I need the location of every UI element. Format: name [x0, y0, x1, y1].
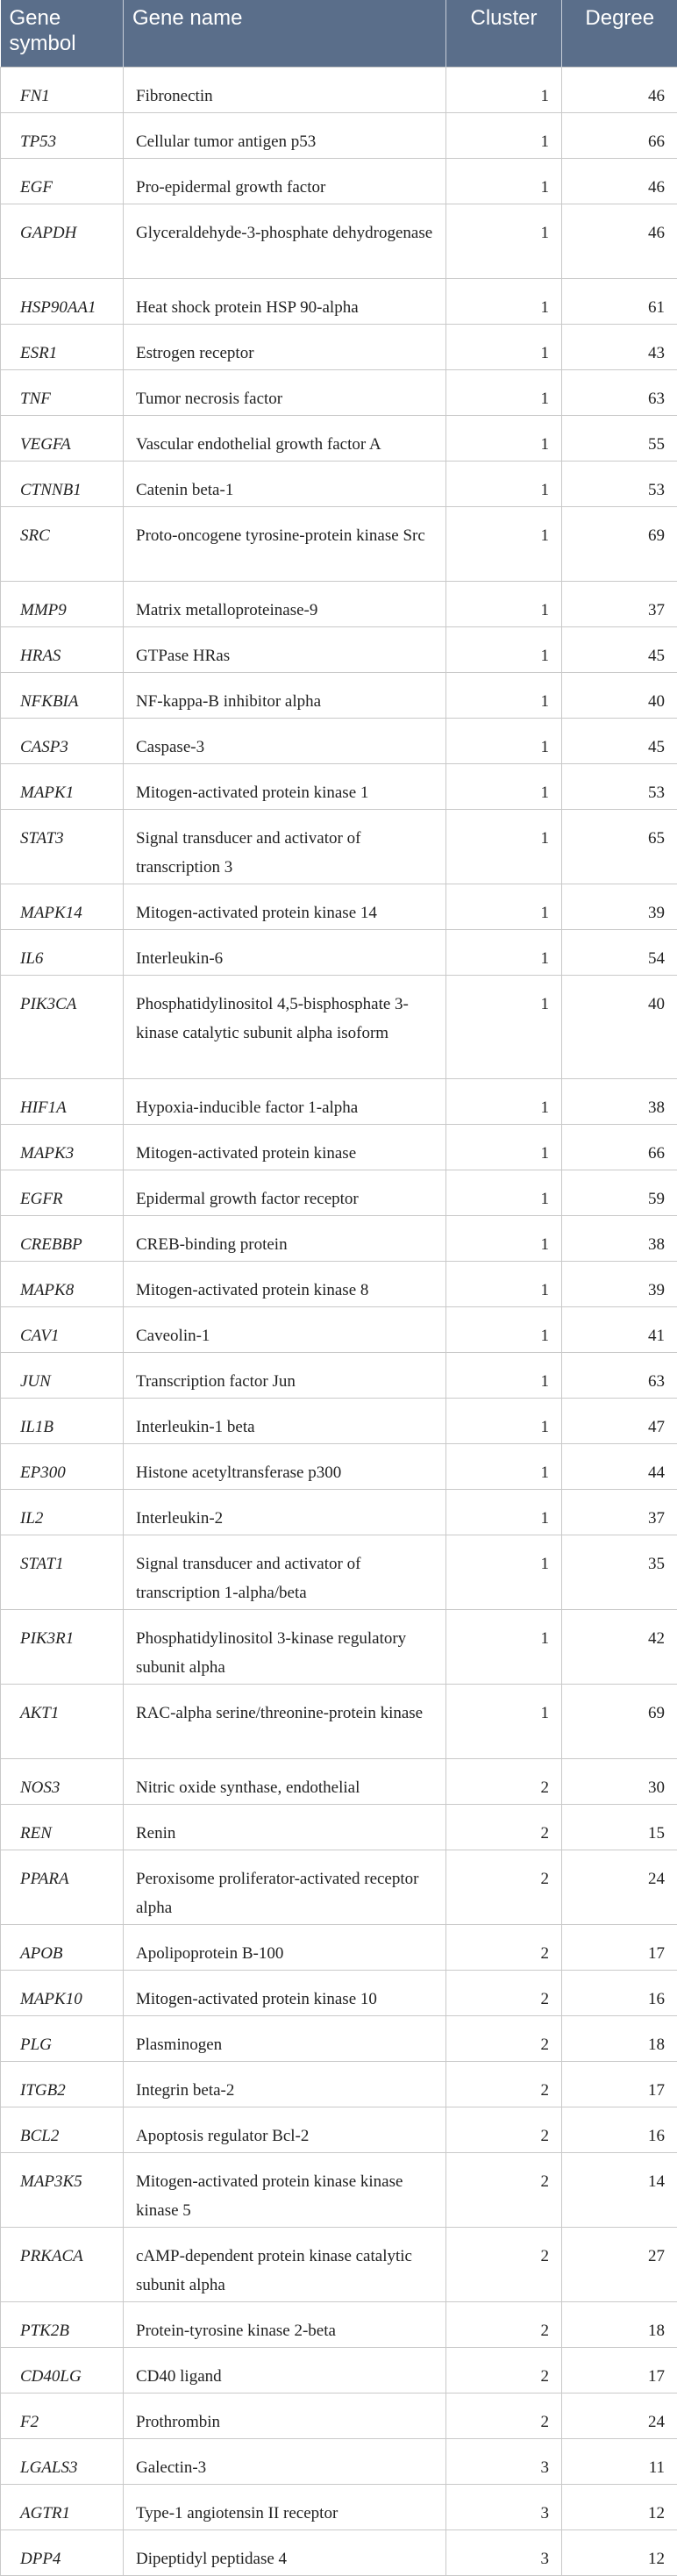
cluster-cell: 2: [446, 2227, 562, 2301]
cluster-cell: 1: [446, 1489, 562, 1535]
gene-symbol-cell: PIK3CA: [1, 975, 124, 1078]
cluster-cell: 2: [446, 1758, 562, 1804]
cluster-cell: 2: [446, 2015, 562, 2061]
table-row: [1, 204, 677, 278]
gene-symbol-cell: EGFR: [1, 1170, 124, 1215]
gene-name-cell: Estrogen receptor: [124, 324, 446, 369]
gene-name-cell: Vascular endothelial growth factor A: [124, 415, 446, 461]
gene-name-cell: Proto-oncogene tyrosine-protein kinase Src: [124, 506, 446, 581]
gene-symbol-cell: VEGFA: [1, 415, 124, 461]
gene-symbol-cell: MAP3K5: [1, 2152, 124, 2227]
cluster-cell: 3: [446, 2438, 562, 2484]
table-row: [1, 1489, 677, 1535]
gene-symbol-cell: F2: [1, 2393, 124, 2438]
cluster-cell: 1: [446, 626, 562, 672]
gene-name-cell: Catenin beta-1: [124, 461, 446, 506]
cluster-cell: 2: [446, 2107, 562, 2152]
header-row: [1, 0, 677, 67]
gene-name-cell: Phosphatidylinositol 4,5-bisphosphate 3-kinase catalytic subunit alpha isoform: [124, 975, 446, 1078]
table-row: [1, 1804, 677, 1850]
degree-cell: 45: [562, 718, 677, 763]
header-degree: Degree: [562, 0, 677, 67]
degree-cell: 11: [562, 2438, 677, 2484]
degree-cell: 40: [562, 975, 677, 1078]
degree-cell: 37: [562, 581, 677, 626]
gene-symbol-cell: ESR1: [1, 324, 124, 369]
cluster-cell: 2: [446, 1924, 562, 1970]
gene-name-cell: Signal transducer and activator of transcription 1-alpha/beta: [124, 1535, 446, 1609]
gene-name-cell: Type-1 angiotensin II receptor: [124, 2484, 446, 2529]
gene-symbol-cell: HRAS: [1, 626, 124, 672]
cluster-cell: 1: [446, 324, 562, 369]
gene-name-cell: Integrin beta-2: [124, 2061, 446, 2107]
gene-name-cell: Glyceraldehyde-3-phosphate dehydrogenase: [124, 204, 446, 278]
table-row: [1, 2393, 677, 2438]
cluster-cell: 1: [446, 112, 562, 158]
degree-cell: 44: [562, 1443, 677, 1489]
table-row: [1, 884, 677, 929]
table-row: [1, 2227, 677, 2301]
cluster-cell: 1: [446, 1306, 562, 1352]
gene-symbol-cell: CASP3: [1, 718, 124, 763]
cluster-cell: 3: [446, 2529, 562, 2575]
table-row: [1, 1535, 677, 1609]
header-gene-symbol: Gene symbol: [1, 0, 124, 67]
gene-name-cell: Phosphatidylinositol 3-kinase regulatory subunit alpha: [124, 1609, 446, 1684]
gene-name-cell: Cellular tumor antigen p53: [124, 112, 446, 158]
gene-name-cell: GTPase HRas: [124, 626, 446, 672]
gene-symbol-cell: MAPK1: [1, 763, 124, 809]
table-body: [1, 67, 677, 2575]
gene-symbol-cell: STAT1: [1, 1535, 124, 1609]
cluster-cell: 2: [446, 2347, 562, 2393]
gene-symbol-cell: JUN: [1, 1352, 124, 1398]
degree-cell: 38: [562, 1215, 677, 1261]
degree-cell: 47: [562, 1398, 677, 1443]
table-row: [1, 809, 677, 884]
cluster-cell: 1: [446, 1443, 562, 1489]
gene-symbol-cell: IL1B: [1, 1398, 124, 1443]
table-row: [1, 2438, 677, 2484]
degree-cell: 16: [562, 2107, 677, 2152]
cluster-cell: 1: [446, 204, 562, 278]
gene-symbol-cell: IL6: [1, 929, 124, 975]
gene-symbol-cell: GAPDH: [1, 204, 124, 278]
degree-cell: 18: [562, 2301, 677, 2347]
degree-cell: 65: [562, 809, 677, 884]
cluster-cell: 1: [446, 1261, 562, 1306]
gene-symbol-cell: PPARA: [1, 1850, 124, 1924]
table-row: [1, 112, 677, 158]
degree-cell: 30: [562, 1758, 677, 1804]
table-row: [1, 975, 677, 1078]
gene-name-cell: CD40 ligand: [124, 2347, 446, 2393]
gene-symbol-cell: PLG: [1, 2015, 124, 2061]
degree-cell: 24: [562, 1850, 677, 1924]
table-row: [1, 2484, 677, 2529]
cluster-cell: 1: [446, 1352, 562, 1398]
cluster-cell: 1: [446, 1215, 562, 1261]
table-row: [1, 718, 677, 763]
gene-name-cell: Caspase-3: [124, 718, 446, 763]
table-row: [1, 1924, 677, 1970]
gene-symbol-cell: MAPK10: [1, 1970, 124, 2015]
gene-symbol-cell: HSP90AA1: [1, 278, 124, 324]
gene-name-cell: Fibronectin: [124, 67, 446, 112]
gene-symbol-cell: APOB: [1, 1924, 124, 1970]
table-row: [1, 1352, 677, 1398]
table-row: [1, 369, 677, 415]
gene-symbol-cell: DPP4: [1, 2529, 124, 2575]
gene-name-cell: Caveolin-1: [124, 1306, 446, 1352]
gene-symbol-cell: MAPK3: [1, 1124, 124, 1170]
cluster-cell: 1: [446, 461, 562, 506]
degree-cell: 14: [562, 2152, 677, 2227]
degree-cell: 53: [562, 461, 677, 506]
degree-cell: 18: [562, 2015, 677, 2061]
degree-cell: 61: [562, 278, 677, 324]
degree-cell: 35: [562, 1535, 677, 1609]
gene-symbol-cell: TP53: [1, 112, 124, 158]
table-row: [1, 278, 677, 324]
gene-name-cell: Nitric oxide synthase, endothelial: [124, 1758, 446, 1804]
table-row: [1, 1443, 677, 1489]
table-row: [1, 2301, 677, 2347]
degree-cell: 17: [562, 2061, 677, 2107]
gene-symbol-cell: EP300: [1, 1443, 124, 1489]
gene-symbol-cell: MMP9: [1, 581, 124, 626]
degree-cell: 40: [562, 672, 677, 718]
degree-cell: 27: [562, 2227, 677, 2301]
cluster-cell: 2: [446, 1850, 562, 1924]
gene-name-cell: Interleukin-1 beta: [124, 1398, 446, 1443]
table-row: [1, 1124, 677, 1170]
table-row: [1, 763, 677, 809]
gene-symbol-cell: PTK2B: [1, 2301, 124, 2347]
gene-symbol-cell: STAT3: [1, 809, 124, 884]
table-row: [1, 2529, 677, 2575]
header-gene-name: Gene name: [124, 0, 446, 67]
gene-name-cell: Dipeptidyl peptidase 4: [124, 2529, 446, 2575]
cluster-cell: 1: [446, 67, 562, 112]
table-row: [1, 2107, 677, 2152]
table-row: [1, 2347, 677, 2393]
gene-name-cell: CREB-binding protein: [124, 1215, 446, 1261]
gene-name-cell: Matrix metalloproteinase-9: [124, 581, 446, 626]
cluster-cell: 1: [446, 1609, 562, 1684]
degree-cell: 39: [562, 884, 677, 929]
degree-cell: 59: [562, 1170, 677, 1215]
degree-cell: 54: [562, 929, 677, 975]
degree-cell: 17: [562, 1924, 677, 1970]
degree-cell: 46: [562, 67, 677, 112]
gene-name-cell: Tumor necrosis factor: [124, 369, 446, 415]
gene-name-cell: Epidermal growth factor receptor: [124, 1170, 446, 1215]
gene-name-cell: Mitogen-activated protein kinase kinase kinase 5: [124, 2152, 446, 2227]
table-row: [1, 672, 677, 718]
gene-name-cell: Mitogen-activated protein kinase 10: [124, 1970, 446, 2015]
gene-name-cell: RAC-alpha serine/threonine-protein kinase: [124, 1684, 446, 1758]
gene-name-cell: Pro-epidermal growth factor: [124, 158, 446, 204]
gene-name-cell: Mitogen-activated protein kinase 8: [124, 1261, 446, 1306]
degree-cell: 16: [562, 1970, 677, 2015]
gene-name-cell: Prothrombin: [124, 2393, 446, 2438]
degree-cell: 24: [562, 2393, 677, 2438]
gene-symbol-cell: FN1: [1, 67, 124, 112]
degree-cell: 12: [562, 2529, 677, 2575]
gene-symbol-cell: MAPK8: [1, 1261, 124, 1306]
cluster-cell: 1: [446, 415, 562, 461]
gene-symbol-cell: CAV1: [1, 1306, 124, 1352]
cluster-cell: 1: [446, 506, 562, 581]
degree-cell: 38: [562, 1078, 677, 1124]
gene-name-cell: Mitogen-activated protein kinase 1: [124, 763, 446, 809]
header-cluster: Cluster: [446, 0, 562, 67]
cluster-cell: 1: [446, 1684, 562, 1758]
table-row: [1, 626, 677, 672]
gene-symbol-cell: TNF: [1, 369, 124, 415]
gene-name-cell: Interleukin-2: [124, 1489, 446, 1535]
cluster-cell: 1: [446, 929, 562, 975]
degree-cell: 66: [562, 112, 677, 158]
degree-cell: 45: [562, 626, 677, 672]
table-row: [1, 1261, 677, 1306]
gene-symbol-cell: NOS3: [1, 1758, 124, 1804]
gene-name-cell: Plasminogen: [124, 2015, 446, 2061]
gene-name-cell: Signal transducer and activator of transcription 3: [124, 809, 446, 884]
table-row: [1, 1398, 677, 1443]
degree-cell: 69: [562, 1684, 677, 1758]
table-row: [1, 461, 677, 506]
table-row: [1, 1170, 677, 1215]
gene-name-cell: Transcription factor Jun: [124, 1352, 446, 1398]
degree-cell: 43: [562, 324, 677, 369]
cluster-cell: 1: [446, 278, 562, 324]
cluster-cell: 1: [446, 1170, 562, 1215]
table-row: [1, 1850, 677, 1924]
degree-cell: 53: [562, 763, 677, 809]
gene-symbol-cell: MAPK14: [1, 884, 124, 929]
cluster-cell: 2: [446, 2152, 562, 2227]
cluster-cell: 1: [446, 884, 562, 929]
gene-name-cell: cAMP-dependent protein kinase catalytic subunit alpha: [124, 2227, 446, 2301]
gene-symbol-cell: REN: [1, 1804, 124, 1850]
degree-cell: 46: [562, 204, 677, 278]
gene-symbol-cell: IL2: [1, 1489, 124, 1535]
table-row: [1, 1970, 677, 2015]
gene-symbol-cell: SRC: [1, 506, 124, 581]
gene-name-cell: Histone acetyltransferase p300: [124, 1443, 446, 1489]
table-row: [1, 506, 677, 581]
gene-symbol-cell: CD40LG: [1, 2347, 124, 2393]
degree-cell: 17: [562, 2347, 677, 2393]
degree-cell: 69: [562, 506, 677, 581]
table-row: [1, 415, 677, 461]
gene-name-cell: Apolipoprotein B-100: [124, 1924, 446, 1970]
gene-name-cell: Galectin-3: [124, 2438, 446, 2484]
cluster-cell: 2: [446, 2393, 562, 2438]
table-row: [1, 1609, 677, 1684]
cluster-cell: 1: [446, 1078, 562, 1124]
table-row: [1, 158, 677, 204]
gene-name-cell: Renin: [124, 1804, 446, 1850]
gene-name-cell: Interleukin-6: [124, 929, 446, 975]
cluster-cell: 2: [446, 1970, 562, 2015]
gene-name-cell: Protein-tyrosine kinase 2-beta: [124, 2301, 446, 2347]
gene-symbol-cell: ITGB2: [1, 2061, 124, 2107]
cluster-cell: 1: [446, 975, 562, 1078]
degree-cell: 46: [562, 158, 677, 204]
gene-symbol-cell: AKT1: [1, 1684, 124, 1758]
gene-symbol-cell: NFKBIA: [1, 672, 124, 718]
table-header: [1, 0, 677, 67]
table-row: [1, 2061, 677, 2107]
degree-cell: 63: [562, 1352, 677, 1398]
gene-symbol-cell: EGF: [1, 158, 124, 204]
degree-cell: 15: [562, 1804, 677, 1850]
cluster-cell: 2: [446, 2061, 562, 2107]
cluster-cell: 1: [446, 672, 562, 718]
table-row: [1, 67, 677, 112]
gene-name-cell: Hypoxia-inducible factor 1-alpha: [124, 1078, 446, 1124]
gene-symbol-cell: CREBBP: [1, 1215, 124, 1261]
gene-name-cell: Mitogen-activated protein kinase: [124, 1124, 446, 1170]
gene-symbol-cell: BCL2: [1, 2107, 124, 2152]
gene-symbol-cell: CTNNB1: [1, 461, 124, 506]
gene-name-cell: NF-kappa-B inhibitor alpha: [124, 672, 446, 718]
table-row: [1, 581, 677, 626]
table-row: [1, 1758, 677, 1804]
cluster-cell: 2: [446, 1804, 562, 1850]
cluster-cell: 1: [446, 1535, 562, 1609]
cluster-cell: 1: [446, 809, 562, 884]
gene-symbol-cell: AGTR1: [1, 2484, 124, 2529]
table-row: [1, 929, 677, 975]
cluster-cell: 2: [446, 2301, 562, 2347]
gene-name-cell: Apoptosis regulator Bcl-2: [124, 2107, 446, 2152]
cluster-cell: 1: [446, 1398, 562, 1443]
cluster-cell: 1: [446, 1124, 562, 1170]
degree-cell: 63: [562, 369, 677, 415]
cluster-cell: 1: [446, 718, 562, 763]
table-row: [1, 1684, 677, 1758]
cluster-cell: 1: [446, 763, 562, 809]
degree-cell: 12: [562, 2484, 677, 2529]
degree-cell: 37: [562, 1489, 677, 1535]
table-row: [1, 2152, 677, 2227]
degree-cell: 41: [562, 1306, 677, 1352]
gene-name-cell: Mitogen-activated protein kinase 14: [124, 884, 446, 929]
degree-cell: 42: [562, 1609, 677, 1684]
gene-symbol-cell: LGALS3: [1, 2438, 124, 2484]
degree-cell: 39: [562, 1261, 677, 1306]
degree-cell: 66: [562, 1124, 677, 1170]
gene-name-cell: Heat shock protein HSP 90-alpha: [124, 278, 446, 324]
table-row: [1, 2015, 677, 2061]
cluster-cell: 1: [446, 369, 562, 415]
gene-symbol-cell: HIF1A: [1, 1078, 124, 1124]
table-row: [1, 1215, 677, 1261]
gene-symbol-cell: PIK3R1: [1, 1609, 124, 1684]
table-row: [1, 1078, 677, 1124]
cluster-cell: 3: [446, 2484, 562, 2529]
gene-name-cell: Peroxisome proliferator-activated receptor alpha: [124, 1850, 446, 1924]
table-row: [1, 1306, 677, 1352]
cluster-cell: 1: [446, 581, 562, 626]
cluster-cell: 1: [446, 158, 562, 204]
gene-symbol-cell: PRKACA: [1, 2227, 124, 2301]
degree-cell: 55: [562, 415, 677, 461]
table-row: [1, 324, 677, 369]
